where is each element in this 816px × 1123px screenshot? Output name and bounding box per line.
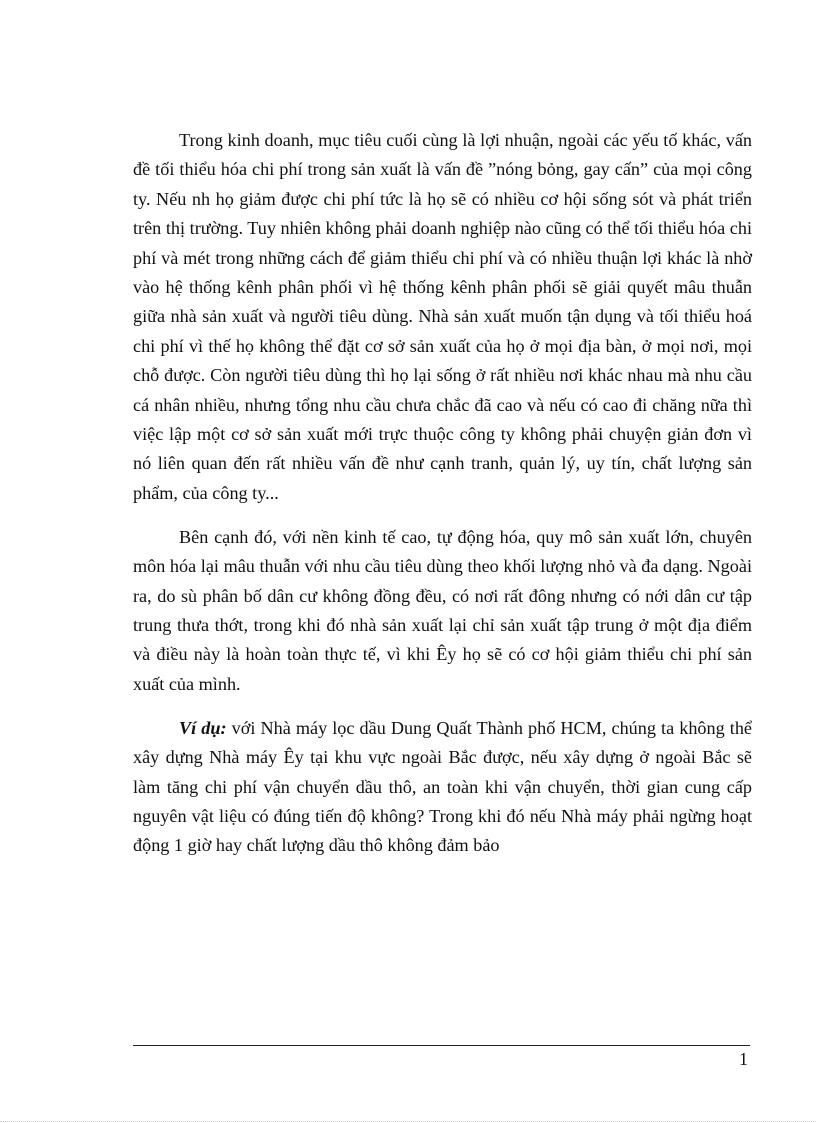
paragraph-2 <box>133 523 752 699</box>
footer-rule <box>133 1045 750 1046</box>
paragraph-2-text: Bên cạnh đó, với nền kinh tế cao, tự động hóa, quy mô sản xuất lớn, chuyên môn hóa lại mâu thuẫn với nhu cầu tiêu dùng theo khối lượng nhỏ và đa dạng. Ngoài ra, do sù phân bố dân cư không đồng đều, có nơi rất đông nhưng có nới dân cư tập trung thưa thớt, trong khi đó nhà sản xuất lại chỉ sản xuất tập trung ở một địa điểm và điều này là hoàn toàn thực tế, vì khi Êy họ sẽ có cơ hội giảm thiểu chi phí sản xuất của mình. <box>133 526 752 694</box>
page-edge-divider <box>0 1121 816 1122</box>
example-lead: Ví dụ: <box>179 717 227 738</box>
paragraph-1-text: Trong kinh doanh, mục tiêu cuối cùng là lợi nhuận, ngoài các yếu tố khác, vấn đề tối thiểu hóa chi phí trong sản xuất là vấn đề ”nóng bỏng, gay cấn” của mọi công ty. Nếu nh họ giảm được chi phí tức là họ sẽ có nhiều cơ hội sống sót và phát triển trên thị trường. Tuy nhiên không phải doanh nghiệp nào cũng có thể tối thiểu hóa chi phí và mét trong những cách để giảm thiểu chi phí và có nhiều thuận lợi khác là nhờ vào hệ thống kênh phân phối vì hệ thống kênh phân phối sẽ giải quyết mâu thuẫn giữa nhà sản xuất và người tiêu dùng. Nhà sản xuất muốn tận dụng và tối thiểu hoá chi phí vì thế họ không thể đặt cơ sở sản xuất của họ ở mọi địa bàn, ở mọi nơi, mọi chỗ được. Còn người tiêu dùng thì họ lại sống ở rất nhiều nơi khác nhau mà nhu cầu cá nhân nhiều, nhưng tổng nhu cầu chưa chắc đã cao và nếu có cao đi chăng nữa thì việc lập một cơ sở sản xuất mới trực thuộc công ty không phải chuyện giản đơn vì nó liên quan đến rất nhiều vấn đề như cạnh tranh, quản lý, uy tín, chất lượng sản phẩm, của công ty... <box>133 130 752 503</box>
paragraph-3-text: với Nhà máy lọc dầu Dung Quất Thành phố HCM, chúng ta không thể xây dựng Nhà máy Êy tại khu vực ngoài Bắc được, nếu xây dựng ở ngoài Bắc sẽ làm tăng chi phí vận chuyển dầu thô, an toàn khi vận chuyển, thời gian cung cấp nguyên vật liệu có đúng tiến độ không? Trong khi đó nếu Nhà máy phải ngừng hoạt động 1 giờ hay chất lượng dầu thô không đảm bảo <box>133 717 753 856</box>
body-text <box>133 126 752 861</box>
paragraph-1 <box>133 126 752 508</box>
paragraph-3 <box>133 714 752 861</box>
page-number: 1 <box>739 1049 748 1069</box>
